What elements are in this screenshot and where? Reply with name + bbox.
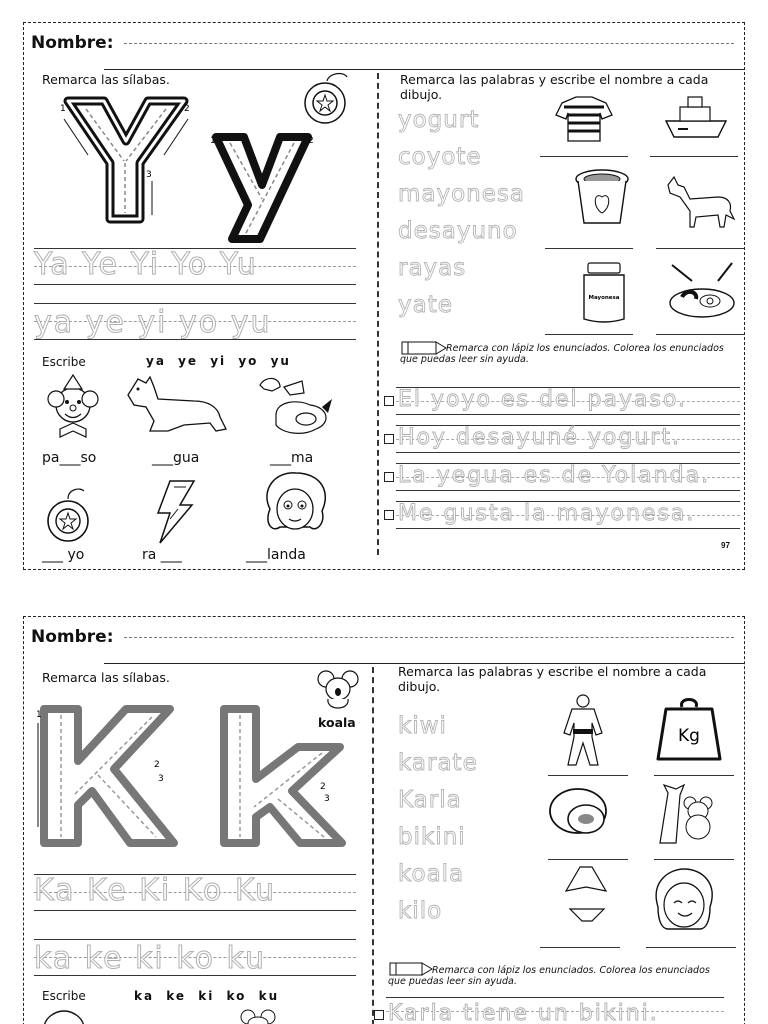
lightning-icon [150, 479, 202, 545]
svg-text:1: 1 [36, 710, 42, 720]
name-solid-line [104, 69, 744, 70]
yogurt-cup-icon [572, 167, 632, 229]
sentence-3: La yegua es de Yolanda. [398, 463, 711, 488]
sentence-k-1: Karla tiene un bikini. [388, 1001, 659, 1024]
clown-icon [38, 373, 108, 441]
koala-label: koala [318, 715, 356, 730]
svg-text:2: 2 [154, 760, 160, 770]
kiwi-partial-icon [40, 1009, 88, 1024]
svg-text:2: 2 [308, 136, 314, 146]
syllables-list-k: ka ke ki ko ku [134, 989, 280, 1003]
trace-instruction: Remarca las sílabas. [42, 72, 170, 87]
sentence-checkbox-4[interactable] [384, 510, 394, 520]
column-divider-k [372, 667, 374, 1024]
trace-text-lower-k: ka ke ki ko ku [34, 941, 266, 976]
word-k-5: koala [398, 861, 465, 887]
word-k-1: kiwi [398, 713, 447, 739]
column-divider [377, 73, 379, 555]
sentence-1: El yoyo es del payaso. [398, 387, 688, 412]
uppercase-y-letter [54, 91, 194, 231]
trace-text-upper: Ya Ye Yi Yo Yu [34, 247, 258, 282]
striped-shirt-icon [554, 93, 614, 145]
uppercase-k-letter [34, 703, 184, 853]
word-k-6: kilo [398, 898, 443, 924]
coyote-icon [664, 175, 736, 229]
fill-word-3: ___ma [270, 450, 314, 466]
word-k-4: bikini [398, 824, 466, 850]
worksheet-k [23, 616, 745, 1024]
sentence-2: Hoy desayuné yogurt. [398, 425, 681, 450]
name-dashed-line [124, 43, 734, 44]
svg-text:3: 3 [324, 794, 330, 804]
sentence-row-k-1 [374, 997, 724, 1024]
trace-text-lower: ya ye yi yo yu [34, 305, 272, 340]
koala-icon [316, 667, 360, 715]
fill-word-5: ra ___ [142, 547, 182, 563]
trace-row-lower [34, 303, 356, 343]
name-label-k: Nombre: [31, 627, 114, 647]
yoyo-icon-small [38, 485, 98, 545]
breakfast-plate-icon [666, 259, 738, 321]
sentence-row-1 [384, 387, 740, 417]
words-instruction-k: Remarca las palabras y escribe el nombre a cada dibujo. [398, 664, 707, 694]
name-dashed-line-k [124, 637, 734, 638]
egg-icon [250, 375, 342, 439]
word-3: mayonesa [398, 181, 525, 207]
svg-text:2: 2 [320, 782, 326, 792]
sentence-note: Remarca con lápiz los enunciados. Colorea los enunciados que puedas leer sin ayuda. [400, 343, 724, 365]
word-4: desayuno [398, 218, 518, 244]
words-instruction: Remarca las palabras y escribe el nombre a cada dibujo. [400, 72, 709, 102]
name-row [31, 33, 114, 53]
sentence-note-k: Remarca con lápiz los enunciados. Colorea los enunciados que puedas leer sin ayuda. [388, 965, 710, 987]
koala-tree-icon [654, 783, 716, 845]
stroke-number-3: 3 [146, 170, 152, 180]
svg-text:1: 1 [210, 136, 216, 146]
kiwi-icon [546, 785, 616, 841]
bikini-icon [562, 865, 612, 925]
sentence-row-3 [384, 463, 740, 493]
sentence-row-2 [384, 425, 740, 455]
jar-label: Mayonesa [588, 295, 620, 301]
stroke-number-1: 1 [60, 104, 66, 114]
sentence-checkbox-2[interactable] [384, 434, 394, 444]
escribe-label: Escribe [42, 355, 86, 369]
word-5: rayas [398, 255, 467, 281]
word-k-3: Karla [398, 787, 462, 813]
sentence-checkbox-k-1[interactable] [374, 1010, 384, 1020]
syllables-list: ya ye yi yo yu [146, 354, 291, 368]
sentence-checkbox-1[interactable] [384, 396, 394, 406]
weight-label: Kg [678, 726, 700, 746]
koala-partial-icon [238, 1005, 278, 1024]
name-label: Nombre: [31, 33, 114, 53]
word-2: coyote [398, 144, 482, 170]
sentence-row-4 [384, 501, 740, 531]
woman-face-icon [256, 469, 334, 543]
girl-face-icon [650, 867, 718, 933]
trace-row-upper-k [34, 874, 356, 914]
mayonnaise-jar-icon [576, 259, 632, 325]
lowercase-y-letter [204, 129, 324, 249]
sentence-checkbox-3[interactable] [384, 472, 394, 482]
word-1: yogurt [398, 107, 480, 133]
yoyo-icon [299, 71, 355, 127]
trace-instruction-k: Remarca las sílabas. [42, 670, 170, 685]
stroke-number-2: 2 [184, 104, 190, 114]
fill-word-1: pa___so [42, 450, 97, 466]
svg-text:3: 3 [158, 774, 164, 784]
worksheet-y [23, 22, 745, 570]
fill-word-6: ___landa [246, 547, 306, 563]
name-row-k [31, 627, 114, 647]
page-number: 97 [721, 541, 730, 550]
trace-row-upper [34, 248, 356, 288]
sentence-4: Me gusta la mayonesa. [398, 501, 696, 526]
word-6: yate [398, 292, 453, 318]
trace-row-lower-k [34, 939, 356, 979]
fill-word-4: ___ yo [42, 547, 85, 563]
boat-icon [664, 93, 728, 141]
horse-icon [124, 373, 232, 439]
fill-word-2: ___gua [152, 450, 200, 466]
word-k-2: karate [398, 750, 478, 776]
weight-icon [654, 693, 724, 763]
trace-text-upper-k: Ka Ke Ki Ko Ku [34, 873, 277, 908]
escribe-label-k: Escribe [42, 989, 86, 1003]
karate-icon [558, 693, 608, 767]
